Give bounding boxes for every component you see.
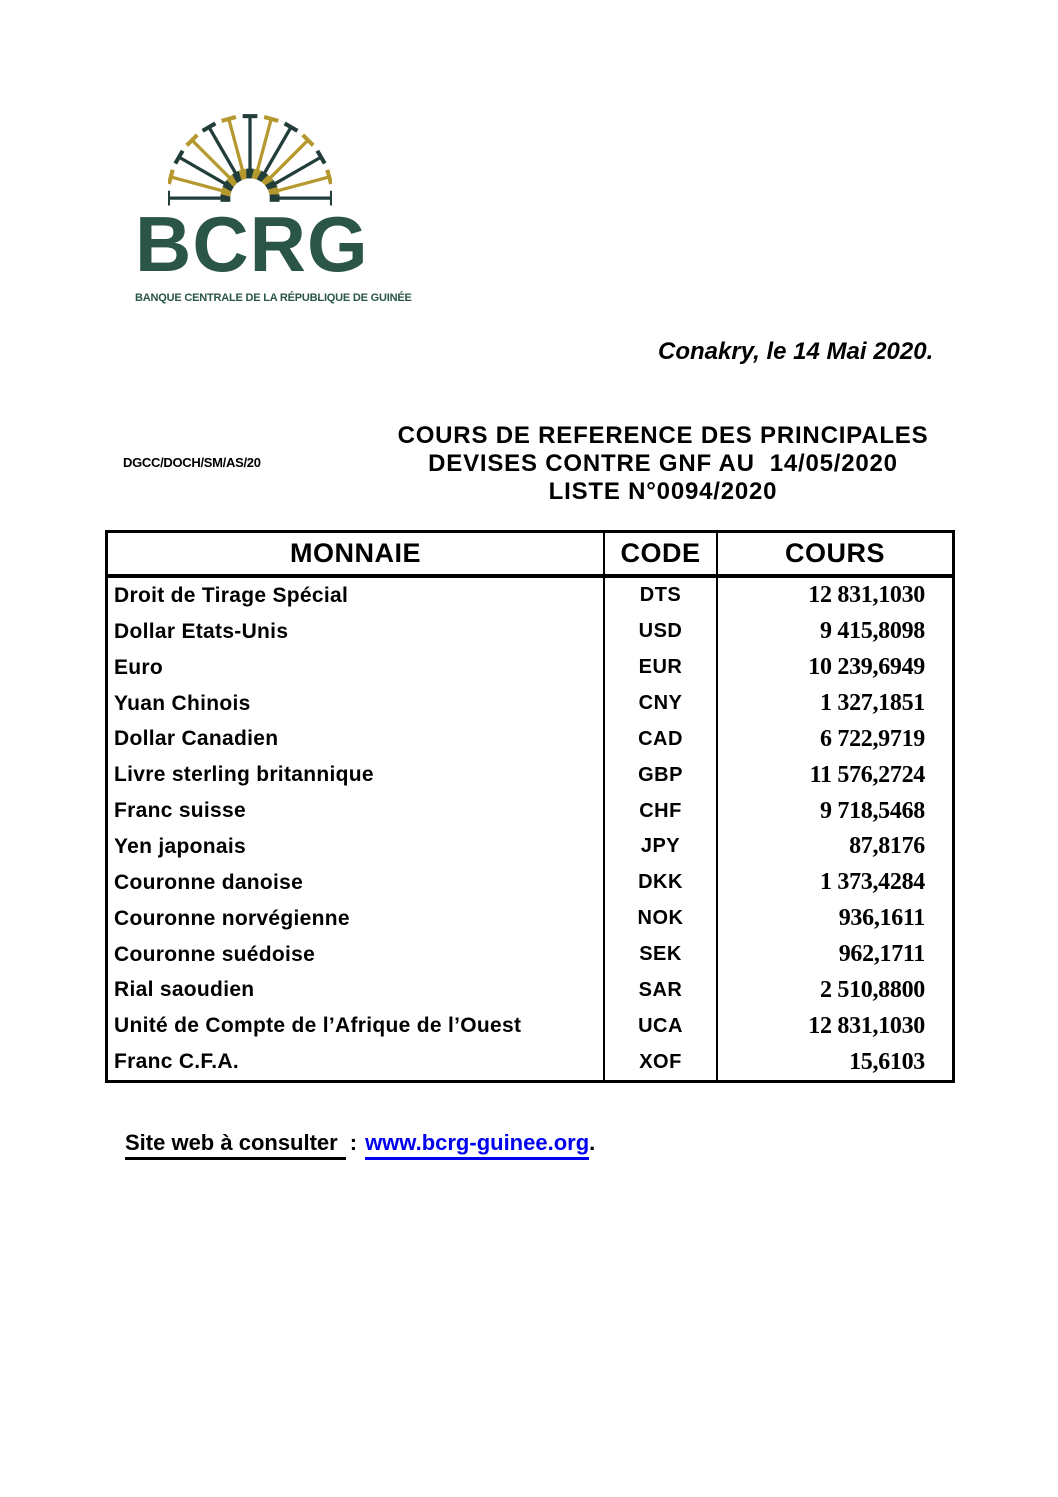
currency-rate: 12 831,1030 (808, 582, 925, 609)
header-code: CODE (605, 533, 718, 574)
currency-name: Couronne norvégienne (108, 901, 605, 937)
website-period: . (589, 1130, 596, 1155)
currency-name: Unité de Compte de l’Afrique de l’Ouest (108, 1008, 605, 1044)
currency-rate: 962,1711 (838, 941, 925, 968)
table-row (108, 793, 952, 829)
table-header-row (108, 533, 952, 578)
currency-name: Livre sterling britannique (108, 757, 605, 793)
currency-rate: 9 415,8098 (819, 618, 925, 645)
currency-rate: 1 373,4284 (819, 869, 925, 896)
currency-rate: 15,6103 (849, 1048, 925, 1075)
website-label: Site web à consulter (125, 1130, 346, 1160)
currency-name: Yuan Chinois (108, 686, 605, 722)
table-row (108, 721, 952, 757)
table-row (108, 757, 952, 793)
currency-code: USD (605, 614, 718, 650)
currency-code: NOK (605, 901, 718, 937)
table-body (108, 578, 952, 1080)
table-row (108, 901, 952, 937)
currency-name: Dollar Etats-Unis (108, 614, 605, 650)
table-row (108, 1044, 952, 1080)
currency-name: Dollar Canadien (108, 721, 605, 757)
currency-name: Franc suisse (108, 793, 605, 829)
exchange-rate-table (105, 530, 955, 1083)
currency-code: SAR (605, 972, 718, 1008)
date-line: Conakry, le 14 Mai 2020. (658, 338, 934, 365)
title-line-2: DEVISES CONTRE GNF AU 14/05/2020 (428, 450, 898, 477)
currency-rate: 936,1611 (838, 905, 925, 932)
currency-code: CAD (605, 721, 718, 757)
currency-code: DTS (605, 578, 718, 614)
table-row (108, 865, 952, 901)
website-colon: : (349, 1130, 358, 1155)
currency-name: Euro (108, 650, 605, 686)
currency-name: Franc C.F.A. (108, 1044, 605, 1080)
currency-rate: 6 722,9719 (819, 725, 925, 752)
header-monnaie: MONNAIE (108, 533, 605, 574)
currency-code: XOF (605, 1044, 718, 1080)
document-title (368, 422, 958, 506)
currency-code: DKK (605, 865, 718, 901)
table-row (108, 686, 952, 722)
header-cours: COURS (784, 538, 885, 568)
currency-code: CHF (605, 793, 718, 829)
table-row (108, 937, 952, 973)
website-line (125, 1130, 595, 1160)
currency-rate: 2 510,8800 (819, 976, 925, 1003)
title-line-3: LISTE N°0094/2020 (548, 478, 778, 505)
currency-rate: 87,8176 (849, 833, 925, 860)
trumpet-fan-icon (168, 103, 332, 208)
currency-name: Rial saoudien (108, 972, 605, 1008)
currency-name: Couronne suédoise (108, 937, 605, 973)
currency-code: GBP (605, 757, 718, 793)
currency-code: SEK (605, 937, 718, 973)
currency-code: EUR (605, 650, 718, 686)
title-line-1: COURS DE REFERENCE DES PRINCIPALES (397, 422, 929, 449)
currency-code: CNY (605, 686, 718, 722)
table-row (108, 1008, 952, 1044)
reference-code: DGCC/DOCH/SM/AS/20 (123, 455, 261, 470)
currency-name: Couronne danoise (108, 865, 605, 901)
currency-code: JPY (605, 829, 718, 865)
logo-caption: BANQUE CENTRALE DE LA RÉPUBLIQUE DE GUINÉE (135, 292, 412, 304)
currency-rate: 12 831,1030 (808, 1012, 925, 1039)
currency-rate: 10 239,6949 (808, 654, 925, 681)
table-row (108, 972, 952, 1008)
table-row (108, 578, 952, 614)
website-link[interactable]: www.bcrg-guinee.org (365, 1130, 589, 1160)
currency-rate: 11 576,2724 (809, 761, 925, 788)
currency-rate: 9 718,5468 (819, 797, 925, 824)
table-row (108, 614, 952, 650)
table-row (108, 829, 952, 865)
currency-name: Droit de Tirage Spécial (108, 578, 605, 614)
logo-acronym: BCRG (135, 200, 369, 288)
currency-name: Yen japonais (108, 829, 605, 865)
currency-rate: 1 327,1851 (819, 690, 925, 716)
bcrg-logo (135, 103, 412, 304)
table-row (108, 650, 952, 686)
currency-code: UCA (605, 1008, 718, 1044)
